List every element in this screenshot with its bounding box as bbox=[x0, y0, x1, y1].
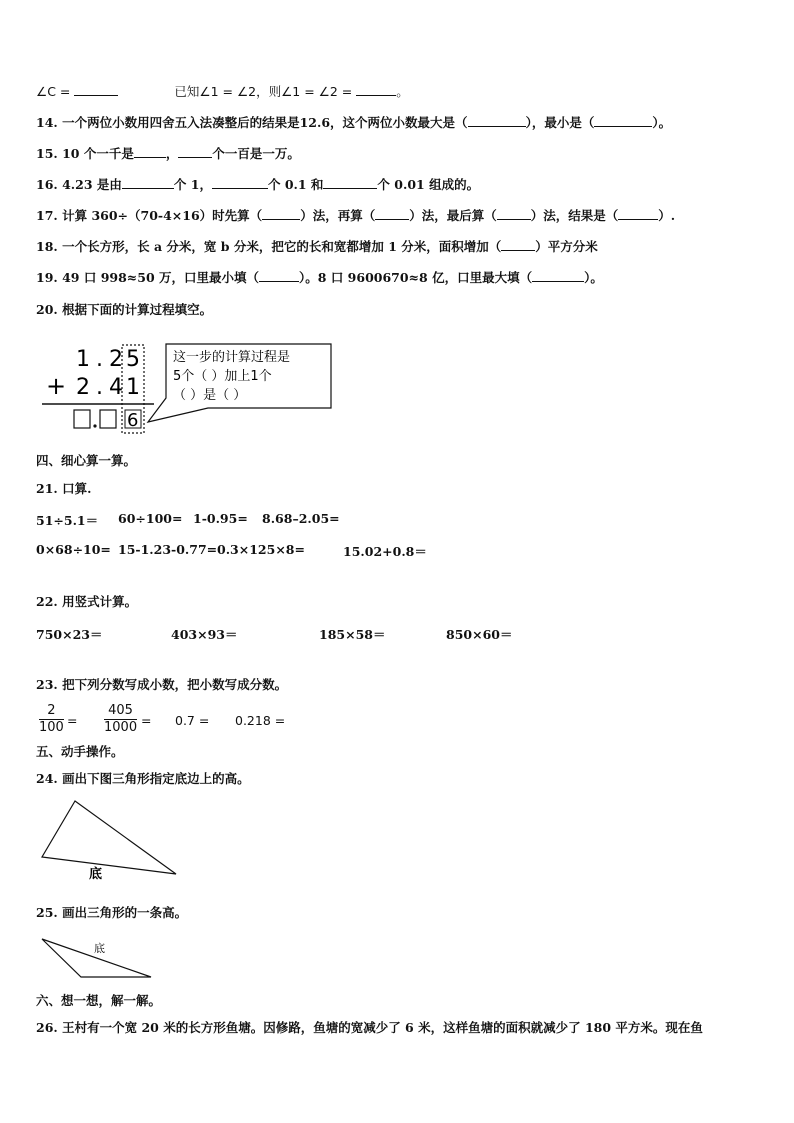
q25-number: 25. bbox=[36, 905, 58, 920]
q13-line bbox=[36, 84, 409, 100]
q18-blank-1[interactable] bbox=[501, 239, 535, 251]
vertical-addition-figure bbox=[36, 338, 336, 438]
q14-number: 14. bbox=[36, 115, 58, 130]
q19-number: 19. bbox=[36, 270, 58, 285]
q17-blank-4[interactable] bbox=[618, 208, 658, 220]
q17-text-a: 计算 360÷（70-4×16）时先算（ bbox=[62, 208, 263, 223]
q15-blank-2[interactable] bbox=[178, 146, 212, 158]
q15-number: 15. bbox=[36, 146, 58, 161]
q17-blank-3[interactable] bbox=[497, 208, 531, 220]
q18-text-a: 一个长方形，长 a 分米，宽 b 分米，把它的长和宽都增加 1 分米，面积增加（ bbox=[62, 239, 502, 254]
section-4-title: 四、细心算一算。 bbox=[36, 453, 137, 468]
bubble-line-2: 5个（ ）加上1个 bbox=[173, 369, 272, 384]
q21-item-1-1: 51÷5.1＝ bbox=[36, 513, 99, 528]
q21-item-1-3: 1-0.95= bbox=[193, 511, 248, 526]
question-14 bbox=[36, 115, 671, 131]
q16-number: 16. bbox=[36, 177, 58, 192]
fraction-2-equals: = bbox=[141, 713, 152, 728]
q14-text-a: 一个两位小数用四舍五入法凑整后的结果是12.6，这个两位小数最大是（ bbox=[62, 115, 468, 130]
fraction-1 bbox=[39, 703, 64, 736]
answer-box-1[interactable] bbox=[74, 410, 90, 428]
q17-text-d: ）法，结果是（ bbox=[530, 208, 619, 223]
question-15 bbox=[36, 146, 300, 162]
plus-sign: + bbox=[46, 372, 67, 400]
q21-item-2-2: 15-1.23-0.77= bbox=[118, 542, 218, 557]
q21-text: 口算. bbox=[62, 481, 92, 496]
q24-text: 画出下图三角形指定底边上的高。 bbox=[62, 771, 250, 786]
q17-number: 17. bbox=[36, 208, 58, 223]
result-decimal-point bbox=[93, 424, 96, 427]
triangle-25[interactable] bbox=[36, 934, 166, 984]
section-6-title: 六、想一想，解一解。 bbox=[36, 993, 162, 1008]
fraction-1-denominator: 100 bbox=[39, 720, 64, 735]
fraction-1-numerator: 2 bbox=[39, 703, 64, 720]
q21-item-2-4: 15.02+0.8＝ bbox=[343, 544, 427, 559]
question-20 bbox=[36, 302, 212, 318]
q17-blank-1[interactable] bbox=[262, 208, 300, 220]
q16-blank-1[interactable] bbox=[122, 177, 174, 189]
q19-blank-2[interactable] bbox=[532, 270, 584, 282]
q15-blank-1[interactable] bbox=[134, 146, 166, 158]
q22-number: 22. bbox=[36, 594, 58, 609]
question-22 bbox=[36, 594, 137, 610]
question-19 bbox=[36, 270, 603, 286]
q13-angle-c: ∠C = bbox=[36, 84, 71, 99]
triangle-25-base-label: 底 bbox=[94, 942, 105, 955]
q23-number: 23. bbox=[36, 677, 58, 692]
q19-text-a: 49 口 998≈50 万，口里最小填（ bbox=[62, 270, 260, 285]
q21-item-2-1: 0×68÷10= bbox=[36, 542, 111, 557]
q26-number: 26. bbox=[36, 1020, 58, 1035]
q17-blank-2[interactable] bbox=[375, 208, 409, 220]
bubble-line-3: （ ）是（ ） bbox=[173, 388, 247, 403]
addend-1-last-digit: 5 bbox=[126, 347, 140, 372]
question-26 bbox=[36, 1020, 703, 1036]
q16-text-d: 个 0.01 组成的。 bbox=[377, 177, 480, 192]
question-17 bbox=[36, 208, 675, 224]
q19-text-c: ）。 bbox=[584, 270, 603, 285]
q21-item-2-3: 0.3×125×8= bbox=[217, 542, 305, 557]
q25-text: 画出三角形的一条高。 bbox=[62, 905, 188, 920]
q17-text-c: ）法，最后算（ bbox=[409, 208, 497, 223]
q15-text-c: 个一百是一万。 bbox=[212, 146, 300, 161]
q19-blank-1[interactable] bbox=[259, 270, 299, 282]
q14-blank-1[interactable] bbox=[468, 115, 526, 127]
q21-item-1-4: 8.68–2.05= bbox=[262, 511, 340, 526]
fraction-2-numerator: 405 bbox=[104, 703, 137, 720]
q26-text: 王村有一个宽 20 米的长方形鱼塘。因修路，鱼塘的宽减少了 6 米，这样鱼塘的面积就减少了 180 平方米。现在鱼 bbox=[62, 1020, 703, 1035]
q18-number: 18. bbox=[36, 239, 58, 254]
answer-box-2[interactable] bbox=[100, 410, 116, 428]
section-5-title: 五、动手操作。 bbox=[36, 744, 124, 759]
question-25 bbox=[36, 905, 187, 921]
q21-item-1-2: 60÷100= bbox=[118, 511, 183, 526]
q22-item-4: 850×60＝ bbox=[446, 627, 513, 642]
q16-blank-2[interactable] bbox=[212, 177, 268, 189]
q24-number: 24. bbox=[36, 771, 58, 786]
q13-blank-2[interactable] bbox=[356, 84, 396, 96]
q17-text-e: ）. bbox=[658, 208, 676, 223]
q13-given: 已知∠1 = ∠2，则∠1 = ∠2 = bbox=[174, 84, 353, 99]
addend-1-digits: 1.2 bbox=[76, 347, 129, 372]
q20-number: 20. bbox=[36, 302, 58, 317]
q15-text-b: ， bbox=[165, 146, 179, 161]
q15-text-a: 10 个一千是 bbox=[62, 146, 134, 161]
triangle-24-shape[interactable] bbox=[42, 801, 176, 874]
q17-text-b: ）法，再算（ bbox=[300, 208, 376, 223]
decimal-1: 0.7 = bbox=[175, 713, 210, 728]
fraction-2 bbox=[104, 703, 137, 736]
question-24 bbox=[36, 771, 250, 787]
q16-text-a: 4.23 是由 bbox=[62, 177, 122, 192]
q14-text-c: ）。 bbox=[652, 115, 672, 130]
triangle-24[interactable] bbox=[36, 796, 196, 886]
question-23 bbox=[36, 677, 287, 693]
q16-text-c: 个 0.1 和 bbox=[267, 177, 324, 192]
decimal-2: 0.218 = bbox=[235, 713, 286, 728]
q20-text: 根据下面的计算过程填空。 bbox=[62, 302, 213, 317]
q22-text: 用竖式计算。 bbox=[62, 594, 138, 609]
q14-blank-2[interactable] bbox=[594, 115, 652, 127]
q16-text-b: 个 1， bbox=[173, 177, 212, 192]
q22-item-1: 750×23＝ bbox=[36, 627, 103, 642]
question-16 bbox=[36, 177, 479, 193]
addend-2-digits: 2.4 bbox=[76, 375, 129, 400]
q19-text-b: ）。8 口 9600670≈8 亿，口里最大填（ bbox=[299, 270, 533, 285]
q13-blank-1[interactable] bbox=[74, 84, 118, 96]
q13-end: 。 bbox=[396, 84, 409, 99]
addend-2-last-digit: 1 bbox=[126, 375, 140, 400]
q16-blank-3[interactable] bbox=[323, 177, 377, 189]
fraction-1-equals: = bbox=[67, 713, 78, 728]
triangle-24-base-label: 底 bbox=[89, 867, 103, 882]
question-18 bbox=[36, 239, 598, 255]
result-last-digit: 6 bbox=[127, 410, 139, 431]
q21-number: 21. bbox=[36, 481, 58, 496]
bubble-line-1: 这一步的计算过程是 bbox=[173, 350, 291, 365]
q18-text-b: ）平方分米 bbox=[535, 239, 598, 254]
q22-item-2: 403×93＝ bbox=[171, 627, 238, 642]
q22-item-3: 185×58＝ bbox=[319, 627, 386, 642]
question-21 bbox=[36, 481, 91, 497]
q14-text-b: ），最小是（ bbox=[525, 115, 595, 130]
q23-text: 把下列分数写成小数，把小数写成分数。 bbox=[62, 677, 288, 692]
fraction-2-denominator: 1000 bbox=[104, 720, 138, 735]
